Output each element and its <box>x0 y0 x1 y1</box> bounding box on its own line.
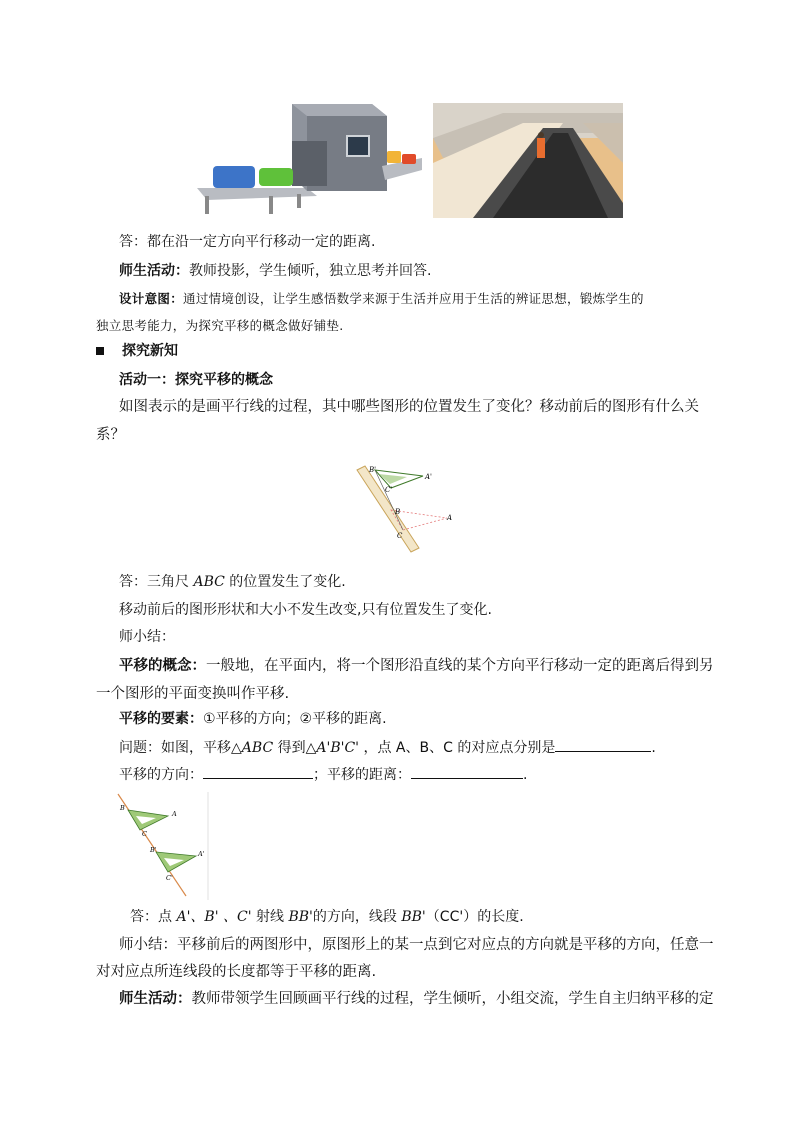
fig2-label-Bp: B' <box>150 846 157 854</box>
answer-4-prefix: 答：点 <box>130 909 177 925</box>
concept-paragraph <box>119 656 714 676</box>
fig2-label-B: B <box>120 804 125 812</box>
summary-2-line-1: 师小结：平移前后的两图形中，原图形上的某一点到它对应点的方向就是平移的方向，任意一 <box>119 937 714 953</box>
answer-3: 移动前后的图形形状和大小不发生改变,只有位置发生了变化. <box>119 602 492 618</box>
problem-end-2: . <box>523 767 528 783</box>
fig1-label-B: B <box>395 508 401 516</box>
answer-4-mid: 射线 <box>251 909 289 925</box>
concept-label: 平移的概念： <box>119 658 206 674</box>
escalator-photo <box>433 103 623 218</box>
fig1-label-Cp: C' <box>385 486 393 494</box>
blank-correspondence[interactable] <box>555 737 651 752</box>
closing-paragraph <box>119 989 714 1009</box>
answer-2-prefix: 答：三角尺 <box>119 574 194 590</box>
activity-1 <box>119 261 698 281</box>
answer-4-seg: BB' <box>401 909 426 925</box>
problem-line-2 <box>119 764 698 785</box>
section-heading: 探究新知 <box>122 343 178 359</box>
answer-2 <box>119 572 698 592</box>
distance-label: ；平移的距离： <box>313 767 411 783</box>
answer-4 <box>130 907 698 927</box>
design-text-2: 独立思考能力，为探究平移的概念做好铺垫. <box>96 318 344 333</box>
translation-figure <box>116 790 210 900</box>
elements-text: ①平移的方向；②平移的距离. <box>203 711 387 727</box>
design-label: 设计意图： <box>119 291 184 306</box>
security-scanner-photo <box>197 96 422 220</box>
activity-label: 师生活动： <box>119 263 189 279</box>
problem-prefix: 问题：如图，平移△ <box>119 740 242 756</box>
elements-paragraph <box>119 709 698 729</box>
problem-mid: 得到△ <box>273 740 317 756</box>
elements-label: 平移的要素： <box>119 711 203 727</box>
answer-2-var: ABC <box>193 574 225 590</box>
fig2-label-Cp: C' <box>166 874 173 882</box>
closing-label: 师生活动： <box>119 991 192 1007</box>
fig2-label-A: A <box>172 810 177 818</box>
problem-tri2: A'B'C' <box>316 740 360 756</box>
question-line-1: 如图表示的是画平行线的过程，其中哪些图形的位置发生了变化？移动前后的图形有什么关 <box>119 399 699 415</box>
section-bullet <box>96 347 104 355</box>
answer-2-suffix: 的位置发生了变化. <box>224 574 346 590</box>
design-intent <box>119 289 698 309</box>
fig1-label-Bp: B' <box>369 466 377 474</box>
concept-text-1: 一般地，在平面内，将一个图形沿直线的某个方向平行移动一定的距离后得到另 <box>206 658 714 674</box>
problem-end: . <box>651 740 656 756</box>
summary-2-line-2: 对对应点所连线段的长度都等于平移的距离. <box>96 964 377 980</box>
concept-text-2: 一个图形的平面变换叫作平移. <box>96 686 290 702</box>
teacher-summary-label: 师小结： <box>119 629 175 645</box>
activity-text: 教师投影，学生倾听，独立思考并回答. <box>189 263 432 279</box>
activity-title: 活动一：探究平移的概念 <box>119 372 273 388</box>
answer-4-tail: （CC'）的长度. <box>425 909 524 925</box>
answer-4-ray: BB' <box>288 909 313 925</box>
question-line-2: 系？ <box>96 427 125 443</box>
fig1-label-Ap: A' <box>425 473 432 481</box>
answer-4-mid2: 的方向，线段 <box>312 909 402 925</box>
closing-text: 教师带领学生回顾画平行线的过程，学生倾听，小组交流，学生自主归纳平移的定 <box>191 991 714 1007</box>
problem-line <box>119 737 698 758</box>
parallel-line-figure <box>355 462 465 558</box>
fig1-label-A: A <box>447 514 453 522</box>
answer-1: 答：都在沿一定方向平行移动一定的距离. <box>119 234 376 250</box>
problem-tri1: ABC <box>241 740 274 756</box>
answer-4-points: A'、B' 、C' <box>176 909 252 925</box>
fig1-label-C: C <box>397 532 403 540</box>
direction-label: 平移的方向： <box>119 767 203 783</box>
design-text-1: 通过情境创设，让学生感悟数学来源于生活并应用于生活的辨证思想，锻炼学生的 <box>183 291 644 306</box>
blank-direction[interactable] <box>203 764 313 779</box>
blank-distance[interactable] <box>411 764 523 779</box>
fig2-label-C: C <box>142 830 147 838</box>
problem-suffix: ，点 A、B、C 的对应点分别是 <box>359 740 556 756</box>
fig2-label-Ap: A' <box>198 850 205 858</box>
